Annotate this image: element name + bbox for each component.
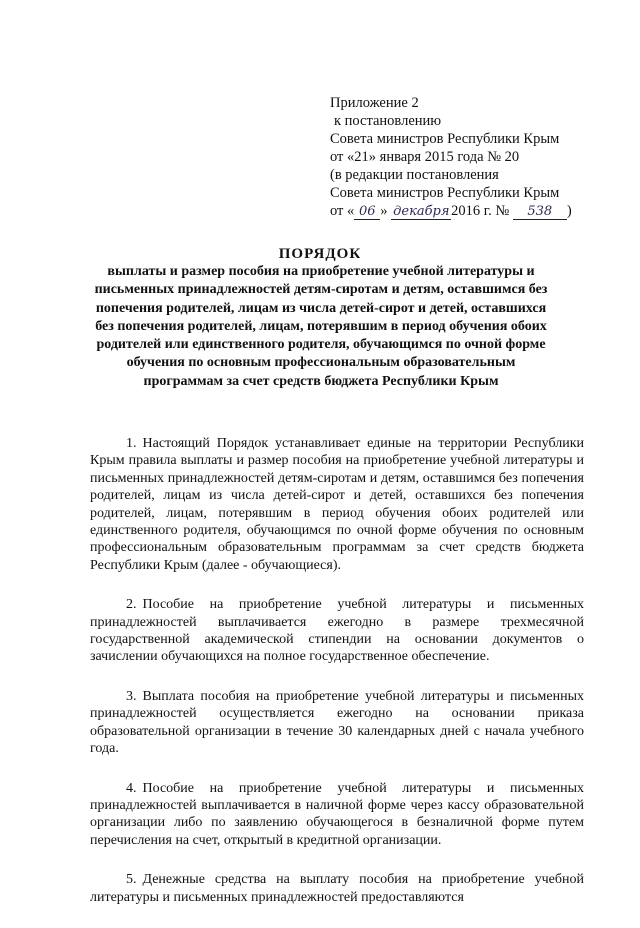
handwritten-day: 06 bbox=[354, 205, 380, 220]
paragraph-1 bbox=[90, 435, 584, 574]
annex-resolution-ref: к постановлению bbox=[334, 113, 442, 129]
paragraph-3 bbox=[90, 688, 584, 758]
paragraph-text: Денежные средства на выплату пособия на приобретение учебной литературы и письменных принадлежностей предоставляются bbox=[90, 872, 584, 905]
document-body bbox=[90, 435, 584, 928]
annex-label: Приложение 2 bbox=[330, 95, 419, 111]
annex-council: Совета министров Республики Крым bbox=[330, 131, 560, 147]
handwritten-month: декабря bbox=[393, 204, 450, 219]
annex-original-date: от «21» января 2015 года № 20 bbox=[330, 149, 520, 165]
date-prefix: от « bbox=[330, 203, 355, 219]
date-mid: » bbox=[380, 203, 388, 219]
document-title: ПОРЯДОК bbox=[278, 246, 362, 262]
paragraph-number: 3. bbox=[126, 688, 137, 704]
paragraph-text: Выплата пособия на приобретение учебной литературы и письменных принадлежностей осуществляется ежегодно на основании приказа образовательной организации в течение 30 календарных дней с начала учебного года. bbox=[90, 688, 584, 757]
handwritten-number: 538 bbox=[513, 205, 567, 220]
paragraph-text: Пособие на приобретение учебной литературы и письменных принадлежностей выплачивается ежегодно в размере трехмесячной государственной академической стипендии на основании документов о зачислении обучающихся на полное государственное обеспечение. bbox=[90, 597, 584, 665]
paragraph-number: 5. bbox=[126, 872, 137, 888]
annex-edition-note: (в редакции постановления bbox=[330, 167, 499, 183]
paragraph-number: 2. bbox=[126, 597, 137, 613]
paragraph-text: Пособие на приобретение учебной литературы и письменных принадлежностей выплачивается в наличной форме через кассу образовательной организации либо по заявлению обучающегося в безналичной форме путем перечисления на счет, открытый в кредитной организации. bbox=[90, 780, 584, 848]
document-subtitle: выплаты и размер пособия на приобретение учебной литературы и письменных принадлежностей детям-сиротам и детям, оставшимся без попечения родителей, лицам из числа детей-сирот и детей, оставшихся без попечения родителей, лицам, потерявшим в период обучения обоих родителей или единственного родителя, обучающимся по очной форме обучения по основным профессиональным образовательным программам за счет средств бюджета Республики Крым bbox=[94, 264, 548, 389]
annex-header bbox=[330, 94, 630, 220]
paragraph-4 bbox=[90, 780, 584, 850]
date-year: 2016 г. № bbox=[451, 203, 510, 219]
annex-council-2: Совета министров Республики Крым bbox=[330, 185, 560, 201]
paragraph-number: 1. bbox=[126, 436, 137, 451]
paragraph-5 bbox=[90, 871, 584, 906]
paragraph-number: 4. bbox=[126, 780, 137, 796]
paragraph-text: Настоящий Порядок устанавливает единые на территории Республики Крым правила выплаты и размер пособия на приобретение учебной литературы и письменных принадлежностей детям-сиротам и детям, оставшимся без попечения родителей, лицам из числа детей-сирот и детей, оставшихся без попечения родителей, лицам, потерявшим в период обучения обоих родителей или единственного родителя, обучающимся по очной форме обучения по основным профессиональным образовательным программам за счет средств бюджета Республики Крым (далее - обучающиеся). bbox=[90, 436, 584, 573]
date-suffix: ) bbox=[566, 203, 572, 219]
annex-edition-date bbox=[330, 202, 630, 220]
paragraph-2 bbox=[90, 596, 584, 666]
